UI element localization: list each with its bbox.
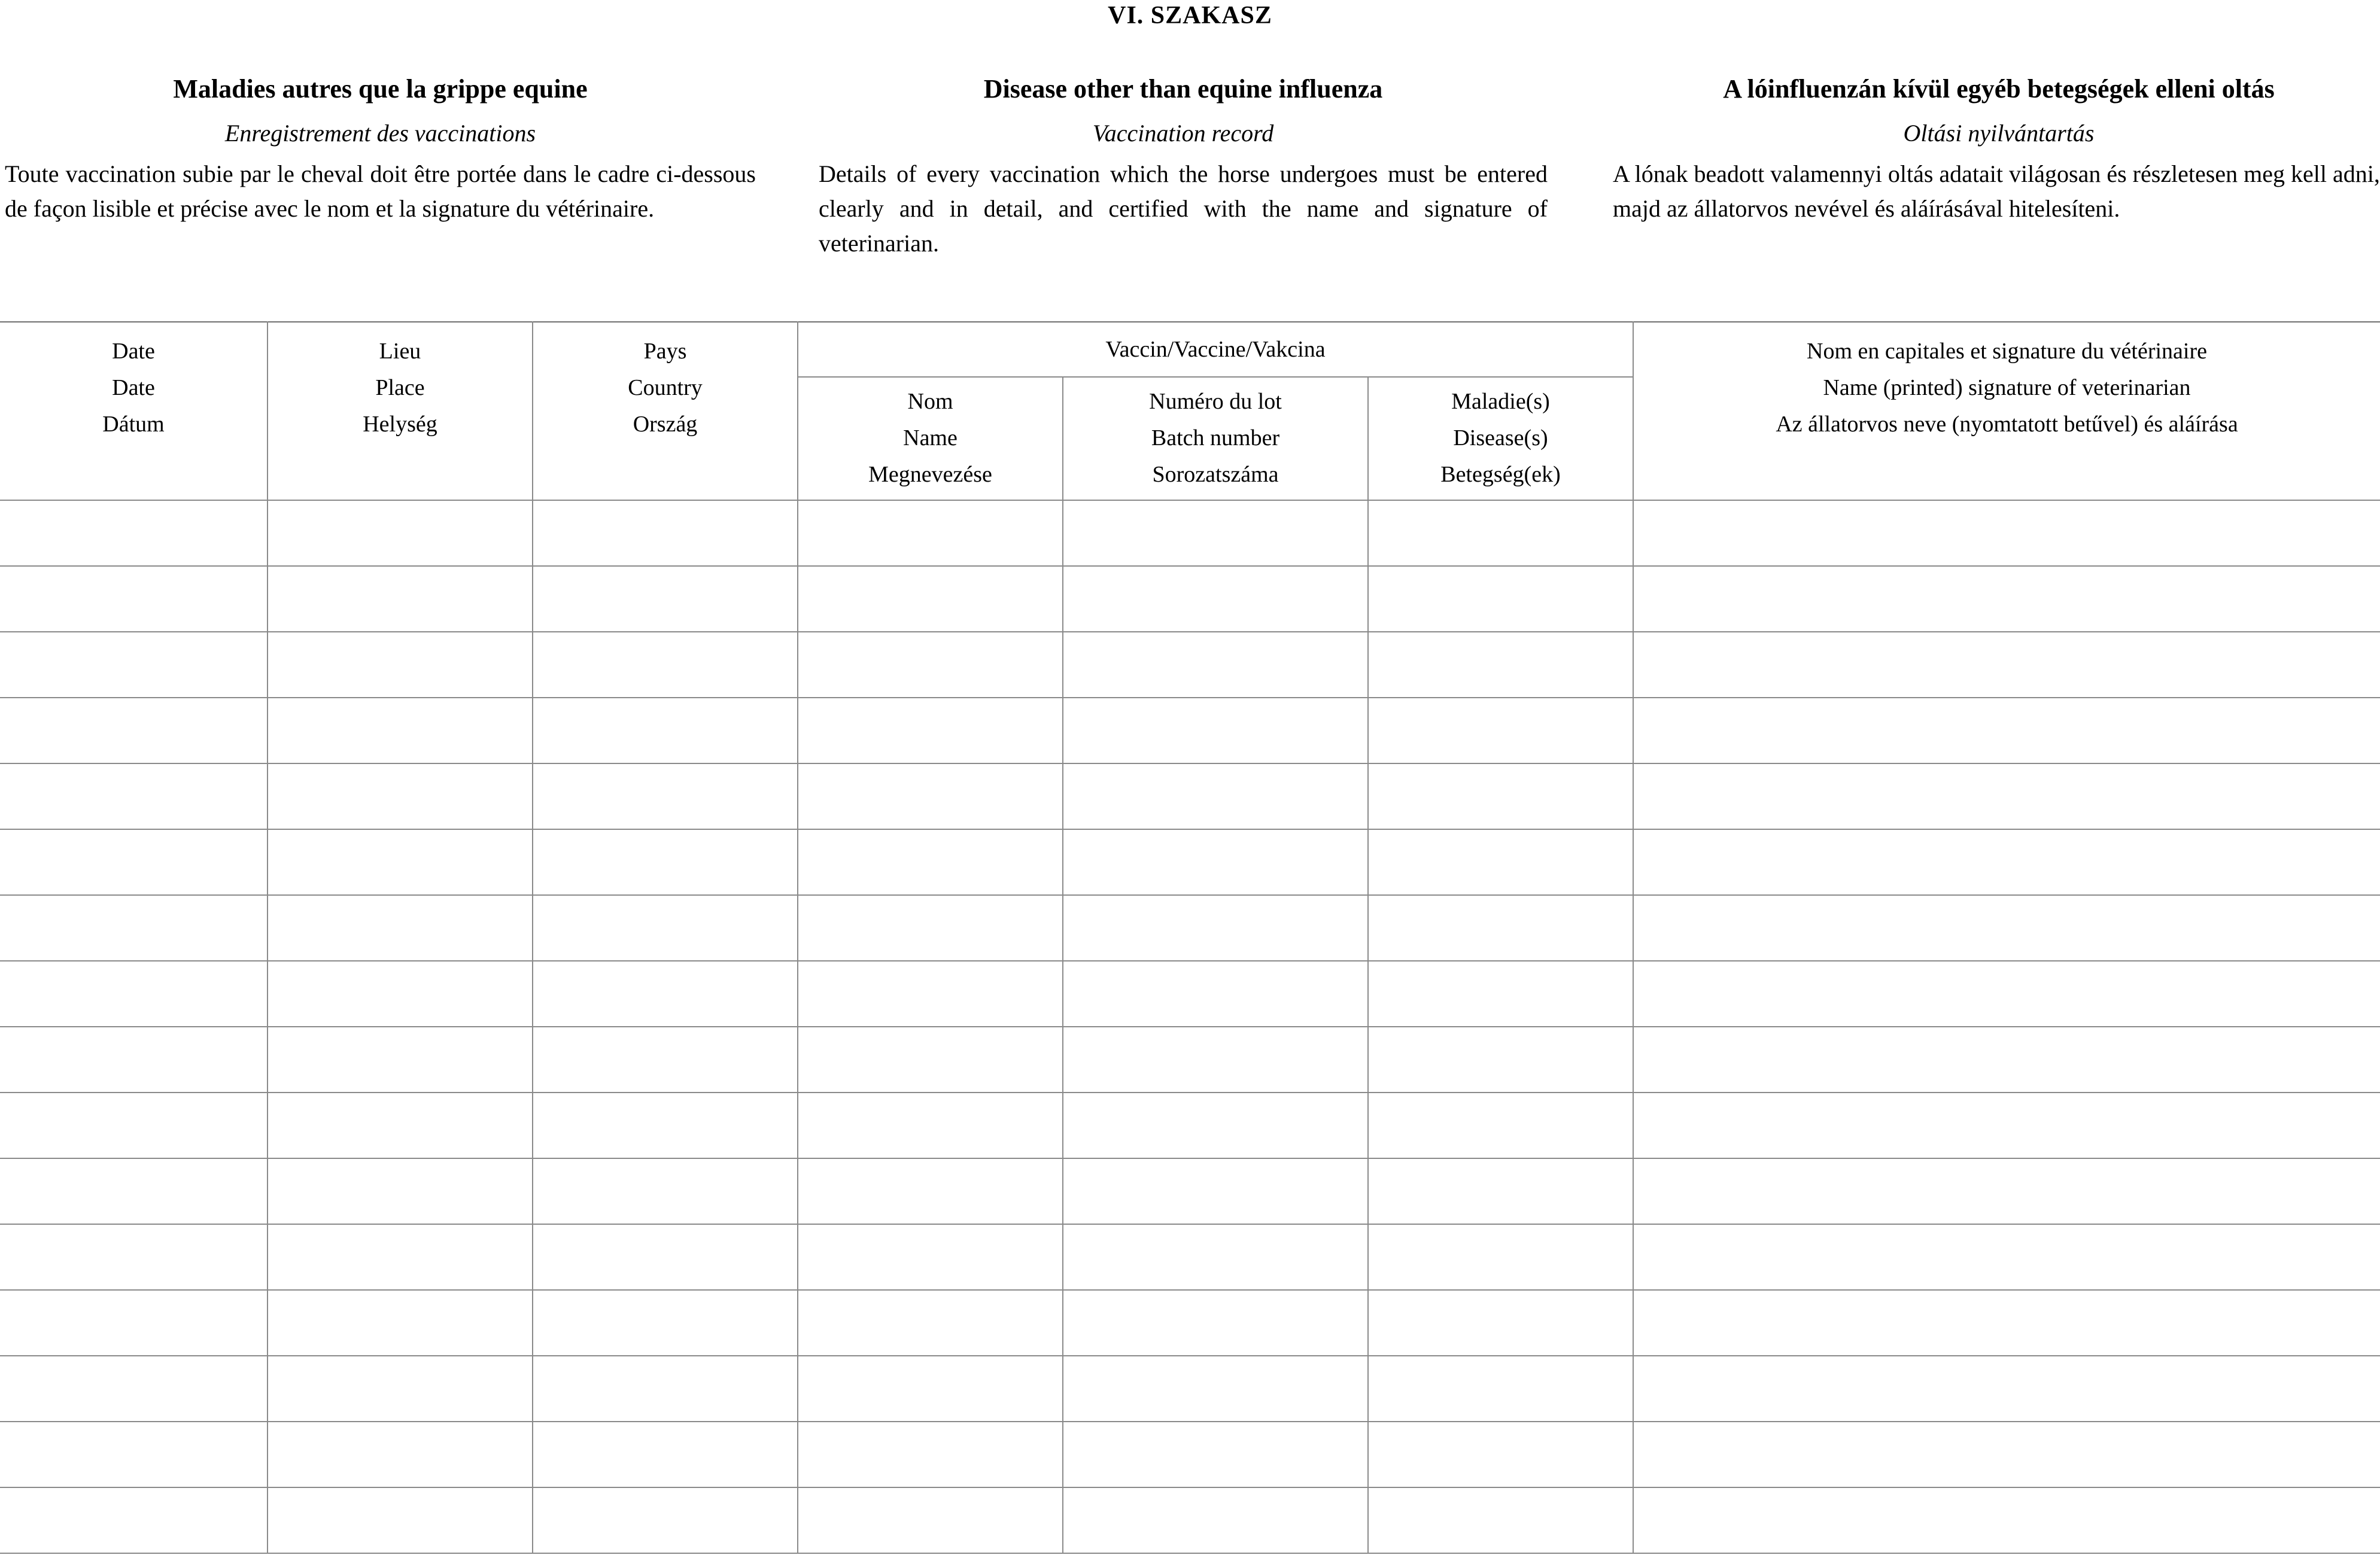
table-row bbox=[0, 1356, 2380, 1422]
header-disease bbox=[1368, 377, 1633, 500]
header-country-hu: Ország bbox=[633, 412, 698, 437]
cell-veterinarian bbox=[1633, 1487, 2380, 1553]
header-batch-number bbox=[1063, 377, 1368, 500]
cell-country bbox=[533, 829, 798, 895]
cell-date bbox=[0, 632, 268, 698]
cell-disease bbox=[1368, 1290, 1633, 1356]
header-veterinarian bbox=[1633, 322, 2380, 500]
cell-batch-number bbox=[1063, 632, 1368, 698]
cell-country bbox=[533, 895, 798, 961]
cell-vaccine-name bbox=[798, 1224, 1063, 1290]
table-header-row bbox=[0, 322, 2380, 377]
subheading-french: Enregistrement des vaccinations bbox=[224, 120, 536, 147]
cell-place bbox=[268, 1093, 533, 1158]
cell-country bbox=[533, 763, 798, 829]
table-row bbox=[0, 1487, 2380, 1553]
cell-disease bbox=[1368, 1422, 1633, 1487]
header-country-fr: Pays bbox=[643, 339, 687, 364]
cell-batch-number bbox=[1063, 1422, 1368, 1487]
cell-date bbox=[0, 1422, 268, 1487]
cell-date bbox=[0, 1158, 268, 1224]
cell-date bbox=[0, 1290, 268, 1356]
cell-place bbox=[268, 829, 533, 895]
cell-veterinarian bbox=[1633, 1356, 2380, 1422]
table-row bbox=[0, 1093, 2380, 1158]
header-vaccine-name bbox=[798, 377, 1063, 500]
header-batch-number-en: Batch number bbox=[1151, 425, 1280, 451]
table-row bbox=[0, 1158, 2380, 1224]
cell-vaccine-name bbox=[798, 1093, 1063, 1158]
cell-batch-number bbox=[1063, 1290, 1368, 1356]
header-date bbox=[0, 322, 268, 500]
cell-place bbox=[268, 698, 533, 763]
table-row bbox=[0, 632, 2380, 698]
cell-place bbox=[268, 1158, 533, 1224]
table-row bbox=[0, 895, 2380, 961]
table-row bbox=[0, 1224, 2380, 1290]
cell-date bbox=[0, 698, 268, 763]
header-place-en: Place bbox=[375, 375, 425, 400]
header-place-hu: Helység bbox=[363, 412, 437, 437]
cell-disease bbox=[1368, 829, 1633, 895]
cell-date bbox=[0, 829, 268, 895]
cell-vaccine-name bbox=[798, 566, 1063, 632]
cell-place bbox=[268, 1356, 533, 1422]
cell-vaccine-name bbox=[798, 1158, 1063, 1224]
cell-vaccine-name bbox=[798, 1290, 1063, 1356]
cell-date bbox=[0, 1093, 268, 1158]
cell-place bbox=[268, 961, 533, 1027]
cell-disease bbox=[1368, 895, 1633, 961]
header-vaccine-name-hu: Megnevezése bbox=[868, 462, 992, 487]
cell-vaccine-name bbox=[798, 829, 1063, 895]
cell-disease bbox=[1368, 698, 1633, 763]
intro-column-french bbox=[5, 69, 756, 226]
intro-column-hungarian bbox=[1613, 69, 2380, 226]
cell-vaccine-name bbox=[798, 895, 1063, 961]
cell-veterinarian bbox=[1633, 566, 2380, 632]
cell-batch-number bbox=[1063, 500, 1368, 566]
cell-disease bbox=[1368, 763, 1633, 829]
header-veterinarian-fr: Nom en capitales et signature du vétérinaire bbox=[1807, 339, 2207, 364]
cell-disease bbox=[1368, 500, 1633, 566]
cell-veterinarian bbox=[1633, 1224, 2380, 1290]
cell-veterinarian bbox=[1633, 1027, 2380, 1093]
cell-country bbox=[533, 632, 798, 698]
cell-place bbox=[268, 763, 533, 829]
vaccination-record-table bbox=[0, 321, 2380, 1554]
cell-country bbox=[533, 1224, 798, 1290]
cell-veterinarian bbox=[1633, 1422, 2380, 1487]
cell-place bbox=[268, 1487, 533, 1553]
header-country bbox=[533, 322, 798, 500]
cell-country bbox=[533, 500, 798, 566]
cell-vaccine-name bbox=[798, 763, 1063, 829]
header-place-fr: Lieu bbox=[379, 339, 421, 364]
cell-vaccine-name bbox=[798, 500, 1063, 566]
heading-french: Maladies autres que la grippe equine bbox=[173, 74, 588, 104]
cell-date bbox=[0, 500, 268, 566]
cell-disease bbox=[1368, 1158, 1633, 1224]
cell-batch-number bbox=[1063, 895, 1368, 961]
cell-disease bbox=[1368, 1224, 1633, 1290]
cell-date bbox=[0, 763, 268, 829]
cell-country bbox=[533, 698, 798, 763]
cell-date bbox=[0, 566, 268, 632]
header-date-hu: Dátum bbox=[102, 412, 165, 437]
cell-country bbox=[533, 1158, 798, 1224]
cell-batch-number bbox=[1063, 1093, 1368, 1158]
cell-vaccine-name bbox=[798, 1356, 1063, 1422]
cell-country bbox=[533, 1487, 798, 1553]
cell-vaccine-name bbox=[798, 961, 1063, 1027]
cell-vaccine-name bbox=[798, 1027, 1063, 1093]
cell-batch-number bbox=[1063, 566, 1368, 632]
cell-batch-number bbox=[1063, 1356, 1368, 1422]
cell-vaccine-name bbox=[798, 1487, 1063, 1553]
cell-veterinarian bbox=[1633, 500, 2380, 566]
cell-veterinarian bbox=[1633, 1158, 2380, 1224]
cell-country bbox=[533, 1027, 798, 1093]
cell-disease bbox=[1368, 1487, 1633, 1553]
cell-date bbox=[0, 961, 268, 1027]
header-batch-number-hu: Sorozatszáma bbox=[1152, 462, 1279, 487]
cell-disease bbox=[1368, 632, 1633, 698]
cell-place bbox=[268, 895, 533, 961]
header-disease-en: Disease(s) bbox=[1453, 425, 1548, 451]
subheading-english: Vaccination record bbox=[1092, 120, 1274, 147]
table-row bbox=[0, 500, 2380, 566]
table-row bbox=[0, 1290, 2380, 1356]
cell-batch-number bbox=[1063, 763, 1368, 829]
cell-vaccine-name bbox=[798, 698, 1063, 763]
cell-batch-number bbox=[1063, 1487, 1368, 1553]
heading-english: Disease other than equine influenza bbox=[983, 74, 1383, 104]
cell-veterinarian bbox=[1633, 829, 2380, 895]
header-date-fr: Date bbox=[112, 339, 155, 364]
cell-date bbox=[0, 1027, 268, 1093]
subheading-hungarian: Oltási nyilvántartás bbox=[1903, 120, 2095, 147]
cell-country bbox=[533, 1290, 798, 1356]
table-row bbox=[0, 961, 2380, 1027]
instructions-hungarian: A lónak beadott valamennyi oltás adatait világosan és részletesen meg kell adni, majd az állatorvos nevével és aláírásával hitelesíteni. bbox=[1613, 160, 2380, 222]
header-vaccine-name-fr: Nom bbox=[907, 389, 953, 414]
cell-veterinarian bbox=[1633, 895, 2380, 961]
header-date-en: Date bbox=[112, 375, 155, 400]
cell-date bbox=[0, 1487, 268, 1553]
cell-disease bbox=[1368, 1027, 1633, 1093]
cell-vaccine-name bbox=[798, 1422, 1063, 1487]
cell-veterinarian bbox=[1633, 1093, 2380, 1158]
cell-batch-number bbox=[1063, 961, 1368, 1027]
cell-country bbox=[533, 566, 798, 632]
cell-country bbox=[533, 961, 798, 1027]
table-row bbox=[0, 566, 2380, 632]
cell-veterinarian bbox=[1633, 698, 2380, 763]
header-disease-hu: Betegség(ek) bbox=[1440, 462, 1561, 487]
header-vaccine-name-en: Name bbox=[903, 425, 958, 451]
table-row bbox=[0, 1422, 2380, 1487]
header-place bbox=[268, 322, 533, 500]
cell-place bbox=[268, 1290, 533, 1356]
header-batch-number-fr: Numéro du lot bbox=[1149, 389, 1282, 414]
cell-batch-number bbox=[1063, 698, 1368, 763]
cell-disease bbox=[1368, 1356, 1633, 1422]
cell-disease bbox=[1368, 566, 1633, 632]
heading-hungarian: A lóinfluenzán kívül egyéb betegségek elleni oltás bbox=[1723, 74, 2275, 104]
cell-place bbox=[268, 1027, 533, 1093]
cell-veterinarian bbox=[1633, 961, 2380, 1027]
instructions-french: Toute vaccination subie par le cheval doit être portée dans le cadre ci-dessous de façon lisible et précise avec le nom et la signature du vétérinaire. bbox=[5, 160, 756, 222]
cell-batch-number bbox=[1063, 1224, 1368, 1290]
cell-place bbox=[268, 1224, 533, 1290]
header-disease-fr: Maladie(s) bbox=[1451, 389, 1550, 414]
cell-batch-number bbox=[1063, 1158, 1368, 1224]
cell-disease bbox=[1368, 961, 1633, 1027]
section-title: VI. SZAKASZ bbox=[1108, 2, 1272, 29]
instructions-english: Details of every vaccination which the horse undergoes must be entered clearly and in detail, and certified with the name and signature of veterinarian. bbox=[819, 160, 1548, 257]
cell-place bbox=[268, 632, 533, 698]
intro-column-english bbox=[819, 69, 1548, 261]
header-country-en: Country bbox=[628, 375, 703, 400]
cell-veterinarian bbox=[1633, 763, 2380, 829]
cell-place bbox=[268, 566, 533, 632]
header-veterinarian-en: Name (printed) signature of veterinarian bbox=[1823, 375, 2191, 400]
table-row bbox=[0, 763, 2380, 829]
cell-date bbox=[0, 1356, 268, 1422]
cell-country bbox=[533, 1093, 798, 1158]
cell-date bbox=[0, 895, 268, 961]
table-row bbox=[0, 829, 2380, 895]
header-veterinarian-hu: Az állatorvos neve (nyomtatott betűvel) és aláírása bbox=[1776, 412, 2238, 437]
cell-vaccine-name bbox=[798, 632, 1063, 698]
cell-disease bbox=[1368, 1093, 1633, 1158]
table-row bbox=[0, 698, 2380, 763]
table-row bbox=[0, 1027, 2380, 1093]
cell-country bbox=[533, 1422, 798, 1487]
cell-batch-number bbox=[1063, 829, 1368, 895]
cell-country bbox=[533, 1356, 798, 1422]
cell-date bbox=[0, 1224, 268, 1290]
cell-place bbox=[268, 1422, 533, 1487]
cell-batch-number bbox=[1063, 1027, 1368, 1093]
cell-veterinarian bbox=[1633, 632, 2380, 698]
header-vaccine-group: Vaccin/Vaccine/Vakcina bbox=[798, 322, 1633, 377]
cell-place bbox=[268, 500, 533, 566]
cell-veterinarian bbox=[1633, 1290, 2380, 1356]
